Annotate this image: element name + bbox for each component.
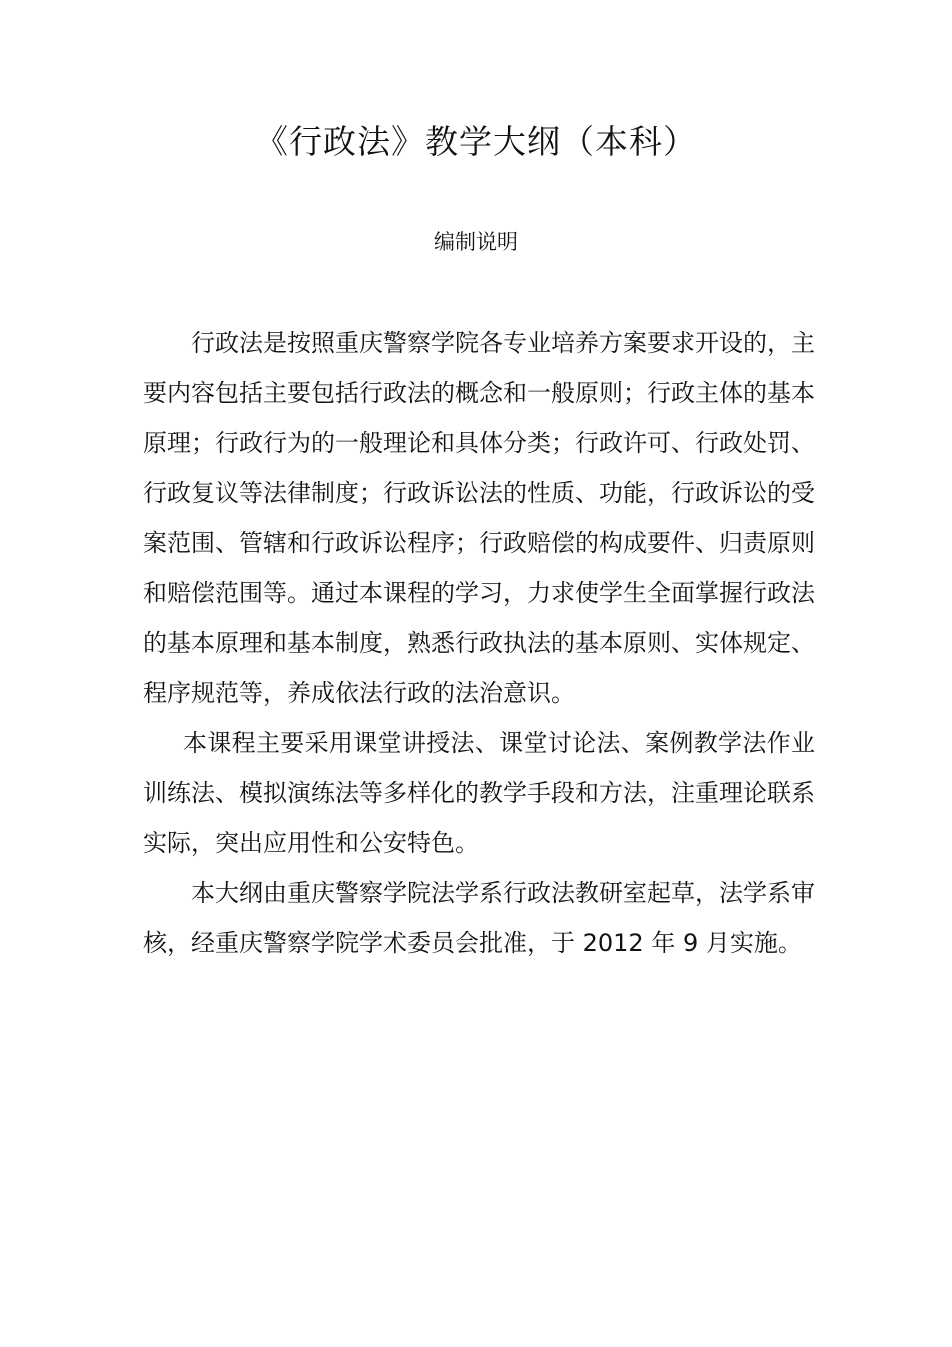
document-body (143, 318, 815, 968)
paragraph-course-overview: 行政法是按照重庆警察学院各专业培养方案要求开设的，主要内容包括主要包括行政法的概念和一般原则；行政主体的基本原理；行政行为的一般理论和具体分类；行政许可、行政处罚、行政复议等法律制度；行政诉讼法的性质、功能，行政诉讼的受案范围、管辖和行政诉讼程序；行政赔偿的构成要件、归责原则和赔偿范围等。通过本课程的学习，力求使学生全面掌握行政法的基本原理和基本制度，熟悉行政执法的基本原则、实体规定、程序规范等，养成依法行政的法治意识。 (143, 329, 815, 707)
paragraph-approval-note: 本大纲由重庆警察学院法学系行政法教研室起草，法学系审核，经重庆警察学院学术委员会批准，于 2012 年 9 月实施。 (143, 879, 815, 957)
paragraph-teaching-methods: 本课程主要采用课堂讲授法、课堂讨论法、案例教学法作业训练法、模拟演练法等多样化的教学手段和方法，注重理论联系实际，突出应用性和公安特色。 (143, 729, 815, 857)
section-heading: 编制说明 (434, 230, 518, 254)
document-title: 《行政法》教学大纲（本科） (255, 122, 697, 161)
